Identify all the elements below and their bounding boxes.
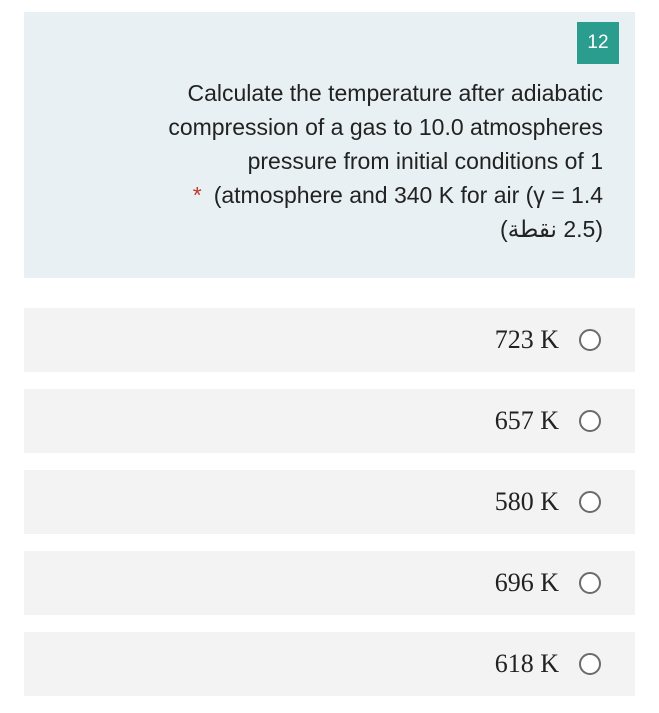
- radio-button[interactable]: [579, 572, 601, 594]
- radio-button[interactable]: [579, 491, 601, 513]
- option-label: 657 K: [494, 406, 559, 435]
- question-text: [43, 76, 603, 246]
- option-label: 618 K: [494, 649, 559, 678]
- question-card: [24, 12, 635, 278]
- radio-button[interactable]: [579, 653, 601, 675]
- option-1[interactable]: [24, 308, 635, 372]
- question-line-4-text: (atmosphere and 340 K for air (γ = 1.4: [213, 182, 603, 208]
- option-4[interactable]: [24, 551, 635, 615]
- option-label: 580 K: [494, 487, 559, 516]
- radio-button[interactable]: [579, 410, 601, 432]
- option-5[interactable]: [24, 632, 635, 696]
- option-3[interactable]: [24, 470, 635, 534]
- question-line-1: Calculate the temperature after adiabatic: [187, 80, 603, 106]
- radio-button[interactable]: [579, 329, 601, 351]
- option-2[interactable]: [24, 389, 635, 453]
- question-line-3: pressure from initial conditions of 1: [247, 148, 603, 174]
- required-marker: *: [192, 182, 202, 208]
- question-line-4: [43, 178, 603, 212]
- option-label: 696 K: [494, 568, 559, 597]
- question-line-2: compression of a gas to 10.0 atmospheres: [168, 114, 603, 140]
- question-number-badge: 12: [577, 22, 619, 64]
- answer-options: [24, 308, 635, 713]
- question-points: (2.5 نقطة): [500, 216, 603, 242]
- option-label: 723 K: [494, 325, 559, 354]
